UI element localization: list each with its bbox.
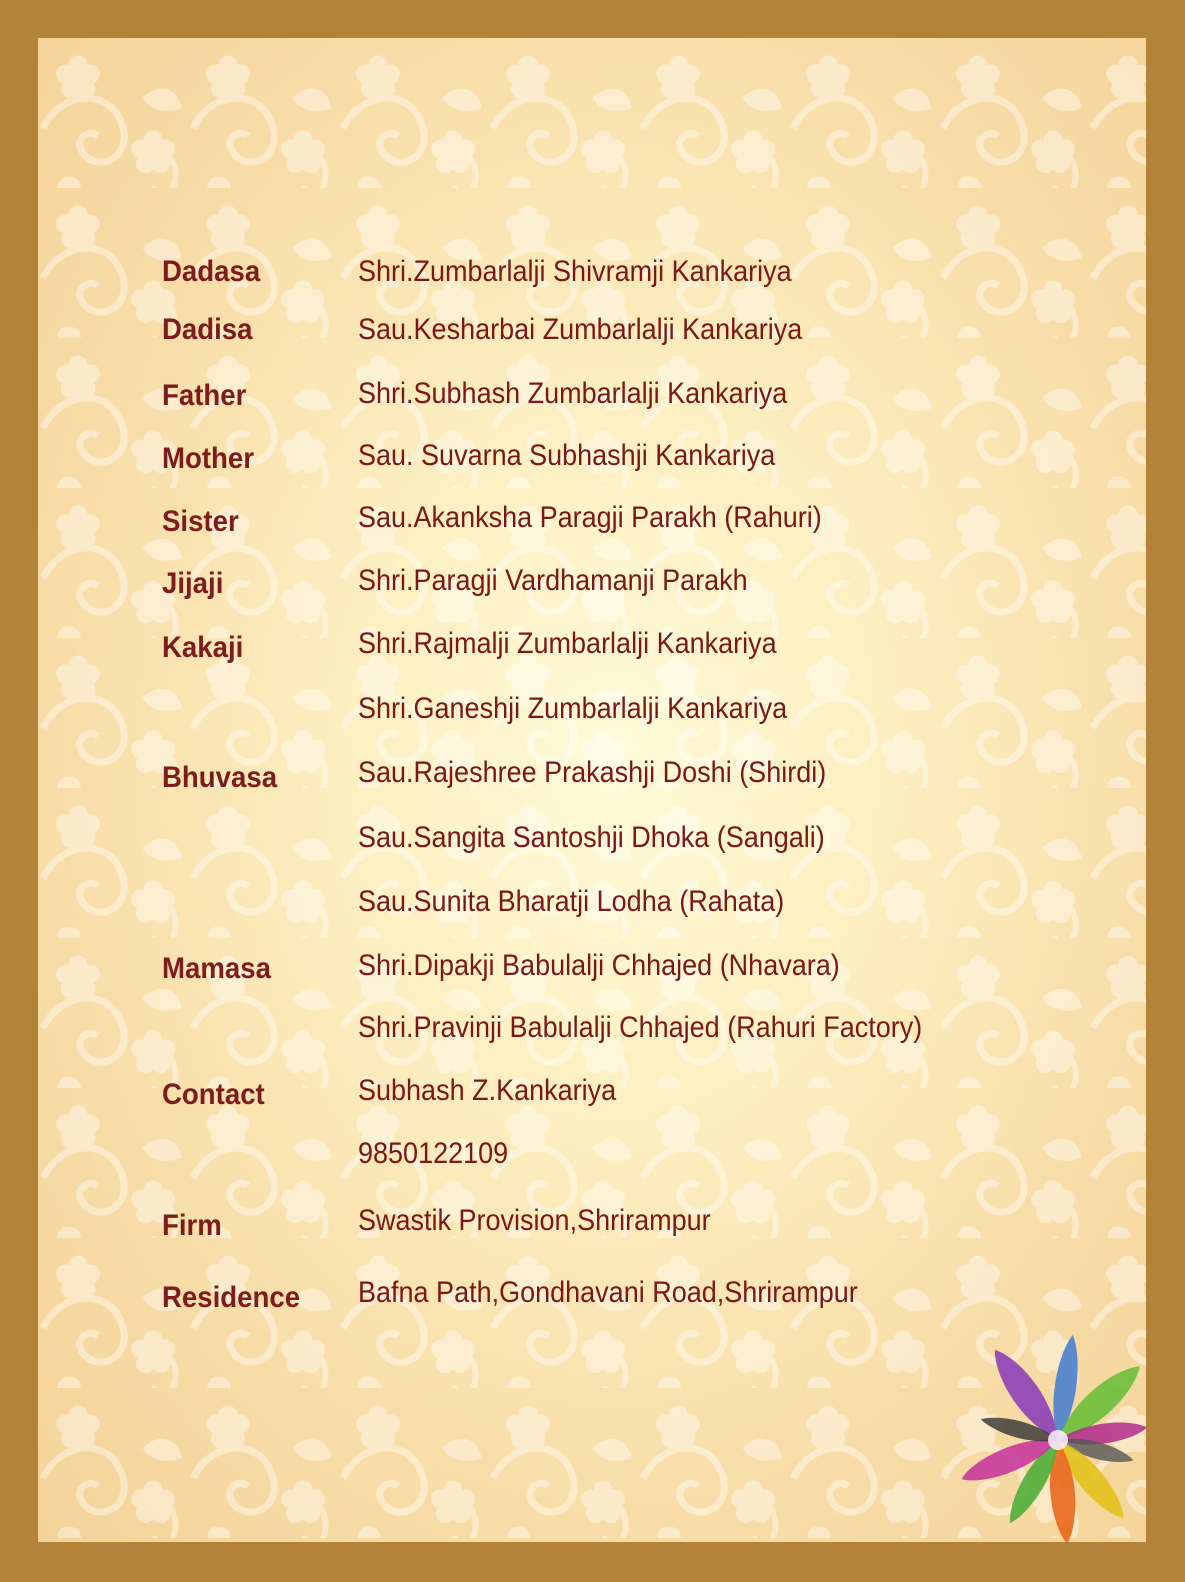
row-value: Subhash Z.Kankariya [358, 1074, 617, 1107]
row-value: Bafna Path,Gondhavani Road,Shrirampur [358, 1276, 858, 1309]
row-value: Sau.Rajeshree Prakashji Doshi (Shirdi) [358, 756, 827, 789]
row-label: Kakaji [162, 631, 244, 664]
row-value: Sau.Sangita Santoshji Dhoka (Sangali) [358, 821, 825, 854]
row-value: Shri.Pravinji Babulalji Chhajed (Rahuri Factory) [358, 1011, 923, 1044]
row-label: Contact [162, 1078, 265, 1111]
row-value: Sau. Suvarna Subhashji Kankariya [358, 439, 776, 472]
row-value: Shri.Ganeshji Zumbarlalji Kankariya [358, 692, 788, 725]
row-value: Shri.Dipakji Babulalji Chhajed (Nhavara) [358, 949, 840, 982]
row-value: Swastik Provision,Shrirampur [358, 1204, 711, 1237]
row-value: 9850122109 [358, 1137, 509, 1170]
row-value: Sau.Akanksha Paragji Parakh (Rahuri) [358, 501, 822, 534]
flower-icon [956, 1322, 1146, 1542]
row-label: Bhuvasa [162, 761, 278, 794]
row-label: Firm [162, 1209, 222, 1242]
row-value: Sau.Sunita Bharatji Lodha (Rahata) [358, 885, 785, 918]
row-label: Father [162, 379, 247, 412]
row-label: Sister [162, 505, 239, 538]
row-value: Sau.Kesharbai Zumbarlalji Kankariya [358, 313, 803, 346]
row-label: Jijaji [162, 567, 224, 600]
row-label: Dadasa [162, 255, 261, 288]
row-label: Mother [162, 442, 254, 475]
row-value: Shri.Paragji Vardhamanji Parakh [358, 564, 748, 597]
invitation-card [38, 38, 1146, 1542]
row-value: Shri.Zumbarlalji Shivramji Kankariya [358, 255, 792, 288]
row-label: Dadisa [162, 313, 253, 346]
row-value: Shri.Subhash Zumbarlalji Kankariya [358, 377, 788, 410]
row-label: Residence [162, 1281, 301, 1314]
row-label: Mamasa [162, 952, 271, 985]
row-value: Shri.Rajmalji Zumbarlalji Kankariya [358, 627, 777, 660]
